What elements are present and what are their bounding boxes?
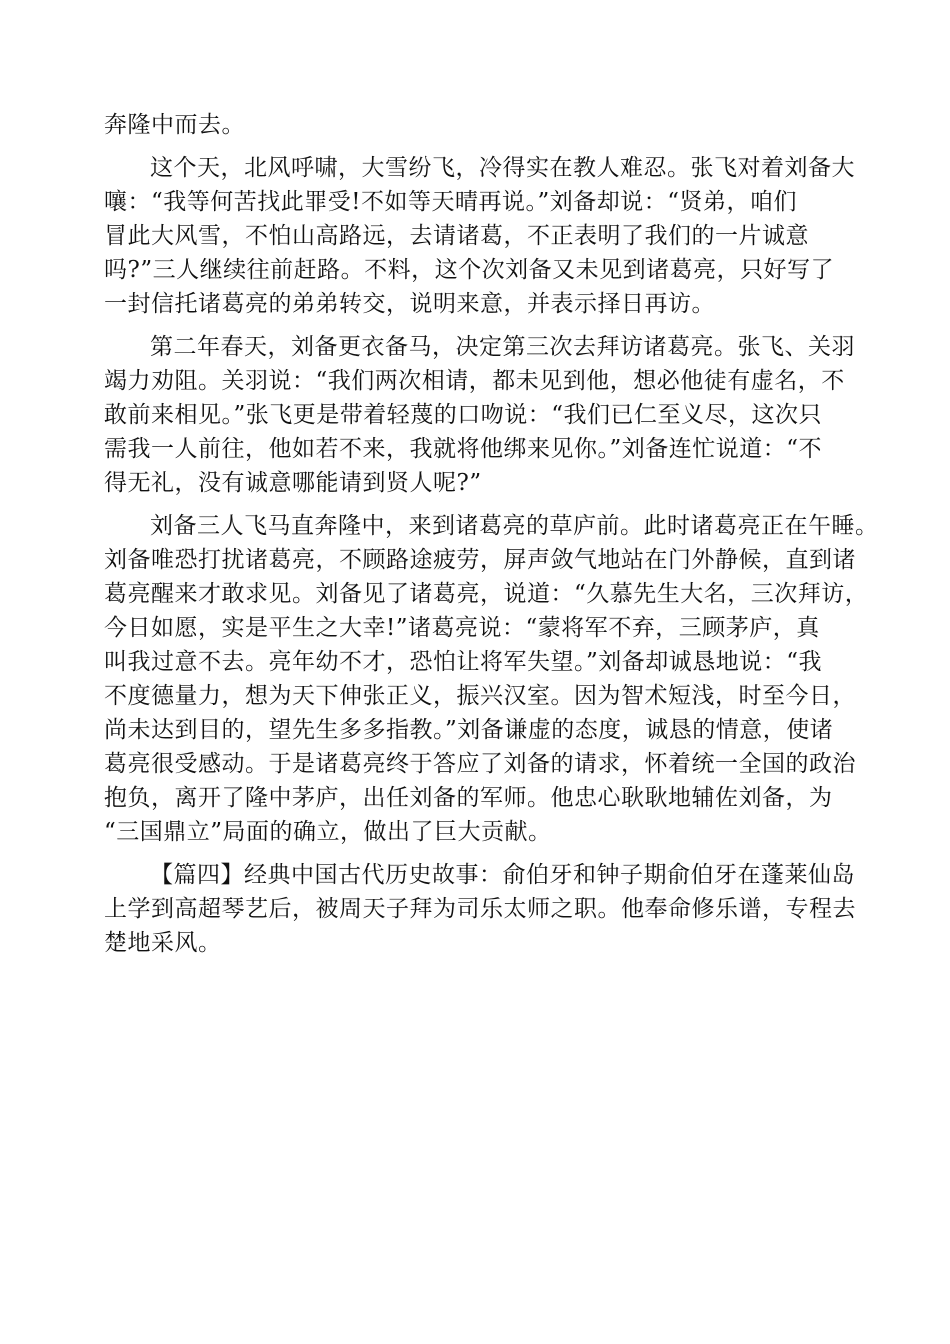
text-line: 竭力劝阻。关羽说：“我们两次相请，都未见到他，想必他徒有虚名，不 — [104, 368, 845, 394]
text-line: 吗?”三人继续往前赶路。不料，这个次刘备又未见到诸葛亮，只好写了 — [104, 257, 835, 283]
text-line: 上学到高超琴艺后，被周天子拜为司乐太师之职。他奉命修乐谱，专程去 — [104, 896, 856, 922]
text-line: 奔隆中而去。 — [104, 112, 245, 138]
paragraph-5 — [104, 858, 874, 960]
document-body — [104, 108, 879, 969]
text-line: 得无礼，没有诚意哪能请到贤人呢?” — [104, 470, 482, 496]
text-line: 一封信托诸葛亮的弟弟转交，说明来意，并表示择日再访。 — [104, 291, 715, 317]
paragraph-3 — [104, 330, 874, 500]
text-line: 不度德量力，想为天下伸张正义，振兴汉室。因为智术短浅，时至今日， — [104, 683, 856, 709]
text-line: 抱负，离开了隆中茅庐，出任刘备的军师。他忠心耿耿地辅佐刘备，为 — [104, 785, 833, 811]
text-line: 这个天，北风呼啸，大雪纷飞，冷得实在教人难忍。张飞对着刘备大 — [150, 155, 855, 181]
text-line: 今日如愿，实是平生之大幸!”诸葛亮说：“蒙将军不弃，三顾茅庐，真 — [104, 615, 820, 641]
text-line: 第二年春天，刘备更衣备马，决定第三次去拜访诸葛亮。张飞、关羽 — [150, 334, 855, 360]
paragraph-1 — [104, 108, 874, 142]
text-line: 尚未达到目的，望先生多多指教。”刘备谦虚的态度，诚恳的情意，使诸 — [104, 717, 834, 743]
text-line: 需我一人前往，他如若不来，我就将他绑来见你。”刘备连忙说道：“不 — [104, 436, 823, 462]
text-line: 刘备唯恐打扰诸葛亮，不顾路途疲劳，屏声敛气地站在门外静候，直到诸 — [104, 547, 856, 573]
paragraph-4 — [104, 509, 879, 849]
text-line: 楚地采风。 — [104, 930, 222, 956]
text-line: 嚷：“我等何苦找此罪受!不如等天晴再说。”刘备却说：“贤弟，咱们 — [104, 189, 798, 215]
text-line: 敢前来相见。”张飞更是带着轻蔑的口吻说：“我们已仁至义尽，这次只 — [104, 402, 823, 428]
paragraph-2 — [104, 151, 874, 321]
text-line: 葛亮很受感动。于是诸葛亮终于答应了刘备的请求，怀着统一全国的政治 — [104, 751, 856, 777]
text-line: 葛亮醒来才敢求见。刘备见了诸葛亮，说道：“久慕先生大名，三次拜访， — [104, 581, 869, 607]
text-line: “三国鼎立”局面的确立，做出了巨大贡献。 — [104, 819, 552, 845]
text-line: 刘备三人飞马直奔隆中，来到诸葛亮的草庐前。此时诸葛亮正在午睡。 — [150, 513, 879, 539]
text-line: 叫我过意不去。亮年幼不才，恐怕让将军失望。”刘备却诚恳地说：“我 — [104, 649, 823, 675]
text-line: 冒此大风雪，不怕山高路远，去请诸葛，不正表明了我们的一片诚意 — [104, 223, 809, 249]
text-line: 【篇四】经典中国古代历史故事：俞伯牙和钟子期俞伯牙在蓬莱仙岛 — [150, 862, 855, 888]
